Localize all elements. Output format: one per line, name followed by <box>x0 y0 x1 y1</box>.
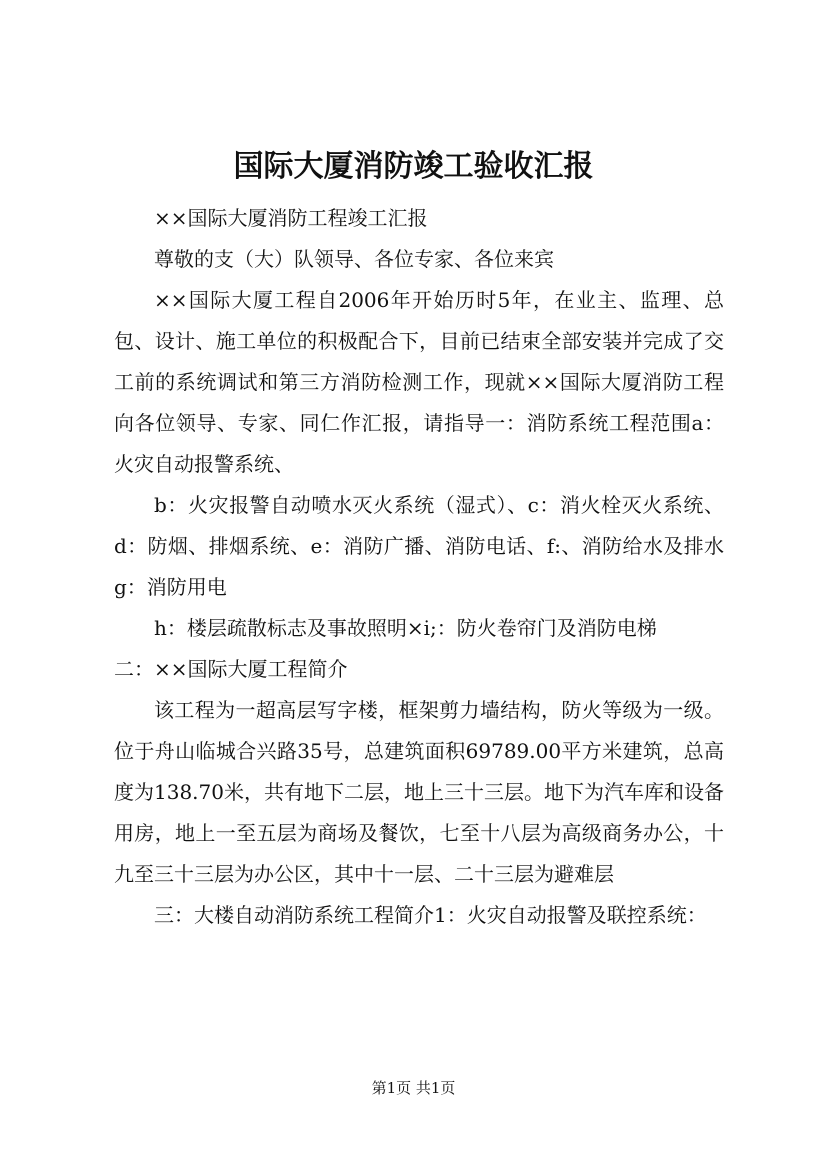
paragraph-report-heading: ××国际大厦消防工程竣工汇报 <box>154 206 428 230</box>
paragraph-building-overview: 该工程为一超高层写字楼，框架剪力墙结构，防火等级为一级。位于舟山临城合兴路35号，总建筑面积69789.00平方米建筑，总高度为138.70米，共有地下二层，地上三十三层。地下为汽车库和设备用房，地上一至五层为商场及餐饮，七至十八层为高级商务办公，十九至三十三层为办公区，其中十一层、二十三层为避难层 <box>114 698 724 886</box>
page-number-footer: 第1页 共1页 <box>371 1079 456 1097</box>
section-heading-overview: 二：××国际大厦工程简介 <box>114 657 348 681</box>
document-title: 国际大厦消防竣工验收汇报 <box>233 149 594 184</box>
paragraph-salutation: 尊敬的支（大）队领导、各位专家、各位来宾 <box>154 247 554 271</box>
paragraph-system-list: b：火灾报警自动喷水灭火系统（湿式）、c：消火栓灭火系统、d：防烟、排烟系统、e：消防广播、消防电话、f:、消防给水及排水g：消防用电 <box>114 493 724 599</box>
document-body <box>114 198 724 936</box>
paragraph-fire-system-overview: 三：大楼自动消防系统工程简介1：火灾自动报警及联控系统： <box>154 903 707 927</box>
paragraph-introduction: ××国际大厦工程自2006年开始历时5年，在业主、监理、总包、设计、施工单位的积极配合下，目前已结束全部安装并完成了交工前的系统调试和第三方消防检测工作，现就××国际大厦消防工程向各位领导、专家、同仁作汇报，请指导一：消防系统工程范围a：火灾自动报警系统、 <box>114 288 724 476</box>
paragraph-system-list-continued: h：楼层疏散标志及事故照明×i;：防火卷帘门及消防电梯 <box>154 616 657 640</box>
